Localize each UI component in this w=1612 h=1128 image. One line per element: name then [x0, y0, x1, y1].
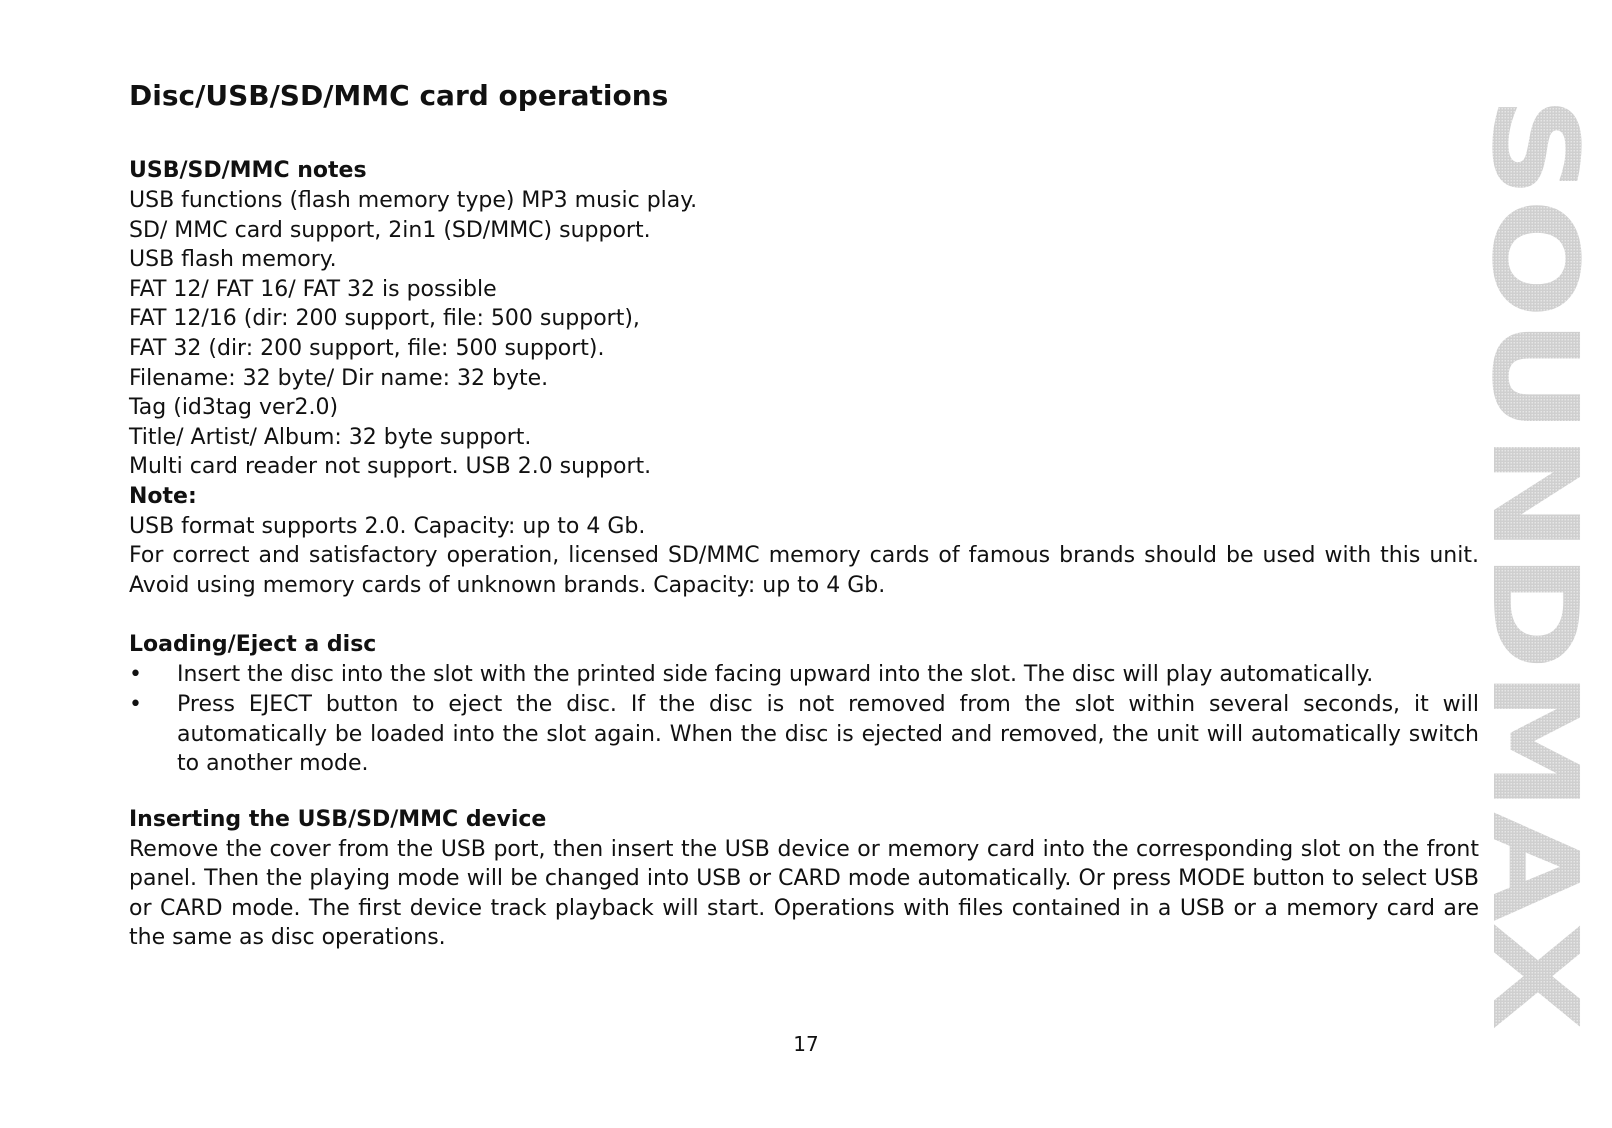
usb-notes-line: FAT 12/16 (dir: 200 support, file: 500 support), [129, 306, 640, 332]
note-label: Note: [129, 483, 197, 509]
inserting-paragraph: Remove the cover from the USB port, then insert the USB device or memory card into the corresponding slot on the front panel. Then the playing mode will be changed into USB or CARD mode automatically. Or press MODE button to select USB or CARD mode. The first device track playback will start. Operations with files contained in a USB or a memory card are the same as disc operations. [129, 836, 1479, 951]
usb-notes-title: USB/SD/MMC notes [129, 158, 367, 183]
usb-notes-section [129, 156, 1479, 600]
usb-notes-line: USB flash memory. [129, 247, 337, 273]
watermark-text: SOUNDMAX [1466, 96, 1604, 874]
list-item [129, 690, 1479, 779]
page-content [129, 76, 1479, 953]
usb-notes-line: Filename: 32 byte/ Dir name: 32 byte. [129, 365, 549, 391]
inserting-title: Inserting the USB/SD/MMC device [129, 806, 547, 832]
usb-notes-line: SD/ MMC card support, 2in1 (SD/MMC) support. [129, 217, 651, 243]
soundmax-watermark-logo [1466, 96, 1604, 1036]
note-paragraph: For correct and satisfactory operation, licensed SD/MMC memory cards of famous brands should be used with this unit. Avoid using memory cards of unknown brands. Capacity: up to 4 Gb. [129, 543, 1479, 598]
page-title: Disc/USB/SD/MMC card operations [129, 79, 669, 112]
section-spacer [129, 779, 1479, 805]
usb-notes-line: Multi card reader not support. USB 2.0 support. [129, 454, 652, 480]
list-item [129, 660, 1479, 690]
usb-notes-line: Tag (id3tag ver2.0) [129, 395, 339, 421]
bullet-icon: • [129, 691, 142, 717]
bullet-icon: • [129, 662, 142, 688]
page-number: 17 [793, 1032, 819, 1056]
usb-notes-line: USB functions (flash memory type) MP3 music play. [129, 188, 698, 213]
list-item-text: Insert the disc into the slot with the printed side facing upward into the slot. The disc will play automatically. [177, 662, 1374, 688]
note-line: USB format supports 2.0. Capacity: up to 4 Gb. [129, 513, 646, 539]
inserting-section [129, 805, 1479, 953]
loading-bullet-list [129, 660, 1479, 778]
section-spacer [129, 600, 1479, 630]
usb-notes-line: Title/ Artist/ Album: 32 byte support. [129, 424, 532, 450]
loading-section [129, 630, 1479, 778]
loading-title: Loading/Eject a disc [129, 632, 377, 658]
usb-notes-line: FAT 32 (dir: 200 support, file: 500 support). [129, 335, 605, 361]
usb-notes-line: FAT 12/ FAT 16/ FAT 32 is possible [129, 276, 497, 302]
list-item-text: Press EJECT button to eject the disc. If the disc is not removed from the slot within several seconds, it will automatically be loaded into the slot again. When the disc is ejected and removed, the unit will automatically switch to another mode. [177, 691, 1479, 777]
